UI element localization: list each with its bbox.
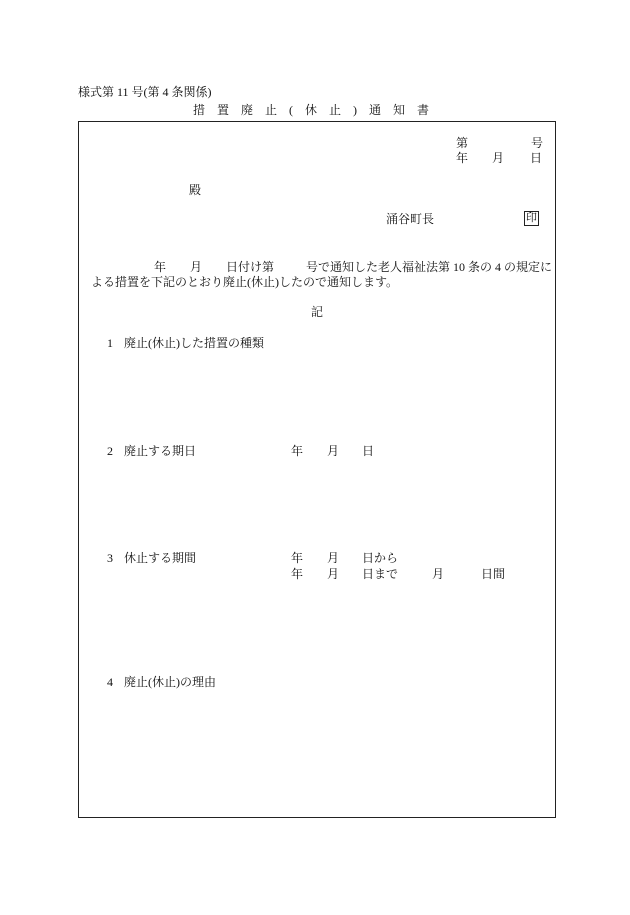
item-3-duration-months-label: 月 bbox=[432, 567, 445, 581]
header-month-label: 月 bbox=[492, 151, 505, 165]
body-year-label: 年 bbox=[154, 260, 167, 274]
addressee-honorific: 殿 bbox=[189, 183, 202, 197]
item-2-label: 廃止する期日 bbox=[124, 444, 197, 458]
item-2-number: 2 bbox=[107, 444, 113, 458]
seal-mark: 印 bbox=[526, 212, 537, 224]
item-3-duration-days-label: 日間 bbox=[481, 567, 506, 581]
item-3-to-month-label: 月 bbox=[327, 567, 340, 581]
number-suffix: 号 bbox=[531, 136, 544, 150]
item-2-day-label: 日 bbox=[362, 444, 375, 458]
form-frame bbox=[78, 121, 556, 818]
body-month-label: 月 bbox=[190, 260, 203, 274]
header-day-label: 日 bbox=[530, 151, 543, 165]
item-3-to-year-label: 年 bbox=[291, 567, 304, 581]
item-3-from-year-label: 年 bbox=[291, 551, 304, 565]
item-3-number: 3 bbox=[107, 551, 113, 565]
document-title: 措置廃止(休止)通知書 bbox=[193, 103, 441, 117]
sender-name: 涌谷町長 bbox=[386, 212, 435, 226]
item-3-to-day-label: 日まで bbox=[362, 567, 399, 581]
item-4-label: 廃止(休止)の理由 bbox=[124, 675, 216, 689]
item-3-label: 休止する期間 bbox=[124, 551, 197, 565]
item-2-month-label: 月 bbox=[327, 444, 340, 458]
form-number: 様式第 11 号(第 4 条関係) bbox=[78, 85, 212, 99]
ki-heading: 記 bbox=[311, 305, 324, 319]
body-line2: よる措置を下記のとおり廃止(休止)したので通知します。 bbox=[91, 275, 399, 289]
body-date-prefix: 日付け第 bbox=[226, 260, 275, 274]
item-1-label: 廃止(休止)した措置の種類 bbox=[124, 336, 264, 350]
header-year-label: 年 bbox=[456, 151, 469, 165]
item-3-from-month-label: 月 bbox=[327, 551, 340, 565]
item-2-year-label: 年 bbox=[291, 444, 304, 458]
item-1-number: 1 bbox=[107, 336, 113, 350]
item-4-number: 4 bbox=[107, 675, 113, 689]
body-line1-remainder: 号で通知した老人福祉法第 10 条の 4 の規定に bbox=[306, 260, 553, 274]
item-3-from-day-label: 日から bbox=[362, 551, 399, 565]
number-prefix: 第 bbox=[456, 136, 469, 150]
